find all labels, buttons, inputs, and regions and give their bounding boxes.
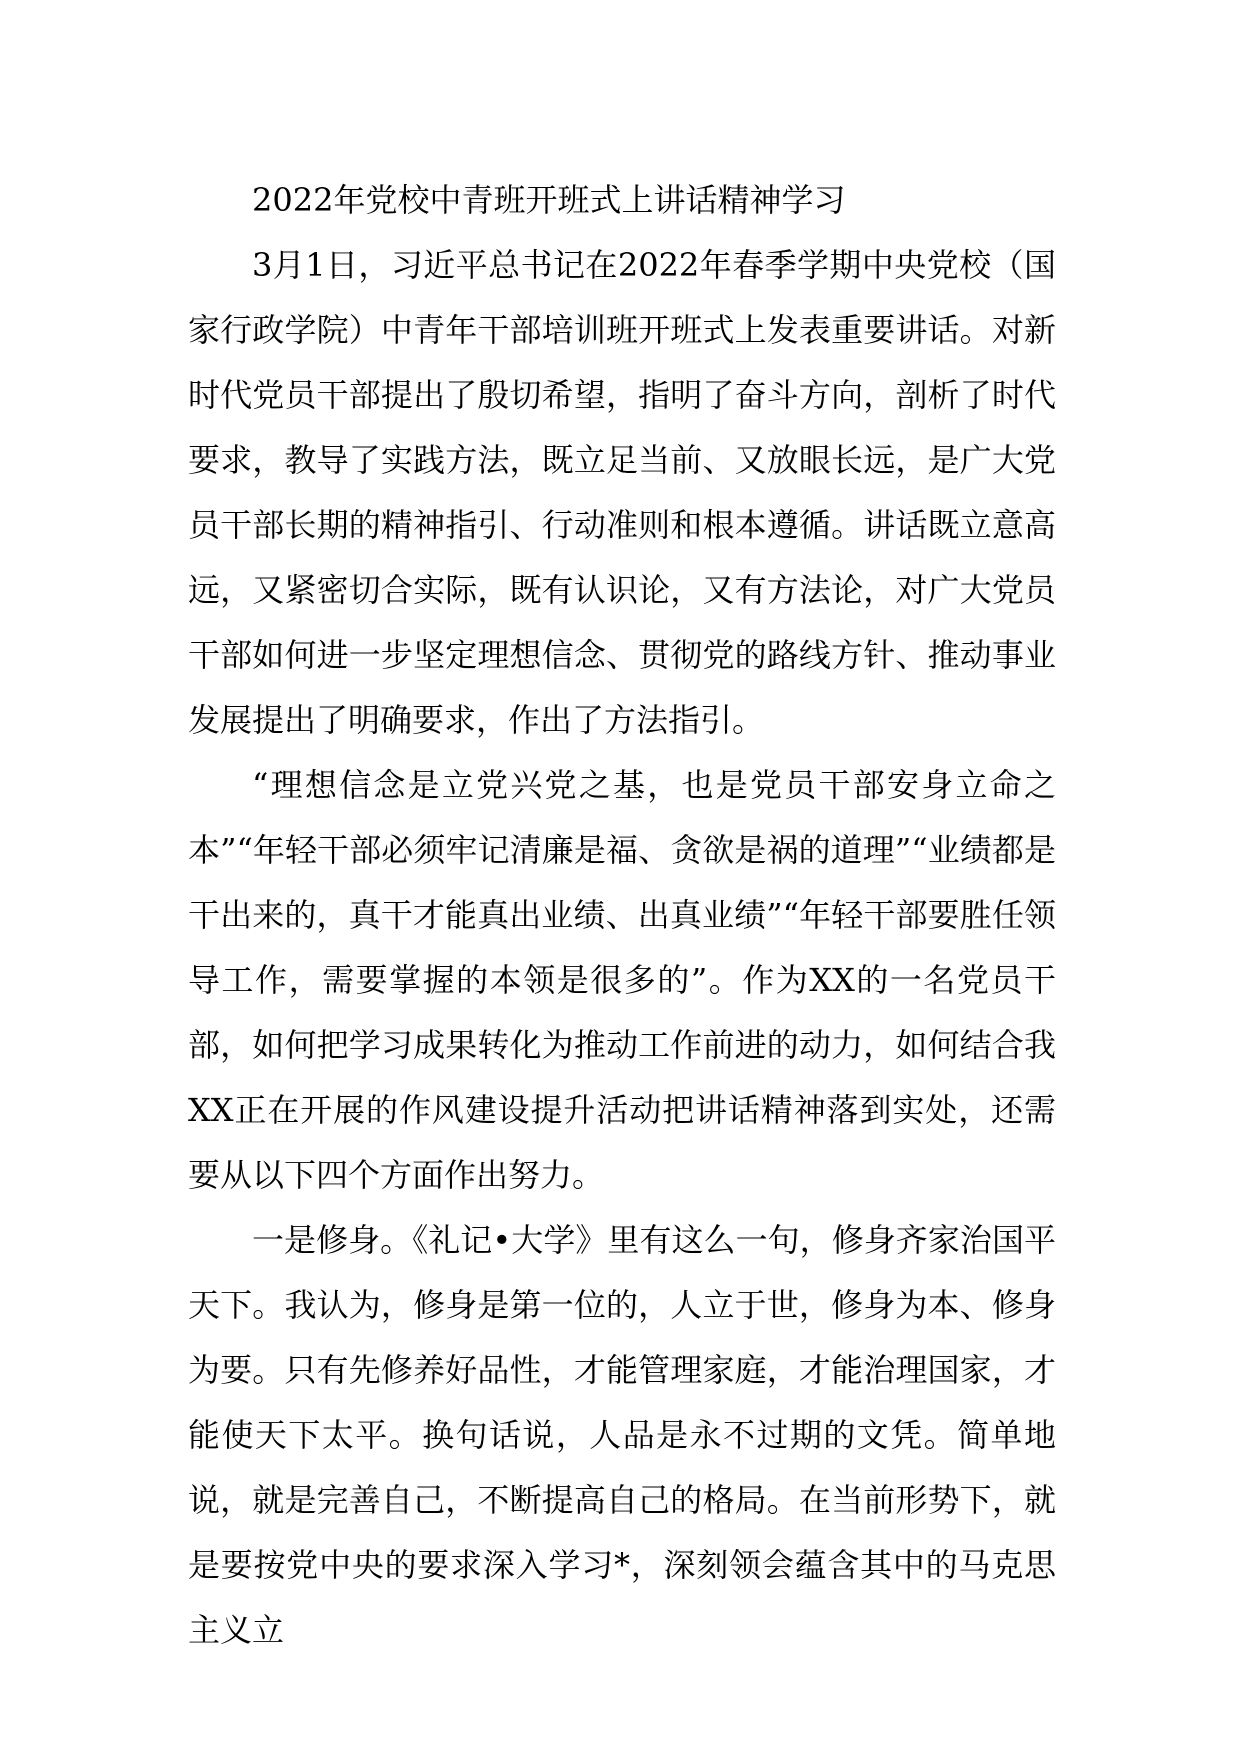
- document-body: [188, 168, 1056, 1663]
- paragraph-intro: 3月1日，习近平总书记在2022年春季学期中央党校（国家行政学院）中青年干部培训班开班式上发表重要讲话。对新时代党员干部提出了殷切希望，指明了奋斗方向，剖析了时代要求，教导了实践方法，既立足当前、又放眼长远，是广大党员干部长期的精神指引、行动准则和根本遵循。讲话既立意高远，又紧密切合实际，既有认识论，又有方法论，对广大党员干部如何进一步坚定理想信念、贯彻党的路线方针、推动事业发展提出了明确要求，作出了方法指引。: [188, 246, 1056, 739]
- paragraph-quotes: “理想信念是立党兴党之基，也是党员干部安身立命之本”“年轻干部必须牢记清廉是福、贪欲是祸的道理”“业绩都是干出来的，真干才能真出业绩、出真业绩”“年轻干部要胜任领导工作，需要掌握的本领是很多的”。作为XX的一名党员干部，如何把学习成果转化为推动工作前进的动力，如何结合我XX正在开展的作风建设提升活动把讲话精神落到实处，还需要从以下四个方面作出努力。: [188, 766, 1056, 1194]
- paragraph-self-cultivation: 一是修身。《礼记•大学》里有这么一句，修身齐家治国平天下。我认为，修身是第一位的，人立于世，修身为本、修身为要。只有先修养好品性，才能管理家庭，才能治理国家，才能使天下太平。换句话说，人品是永不过期的文凭。简单地说，就是完善自己，不断提高自己的格局。在当前形势下，就是要按党中央的要求深入学习*，深刻领会蕴含其中的马克思主义立: [188, 1221, 1056, 1649]
- document-title: 2022年党校中青班开班式上讲话精神学习: [252, 181, 846, 219]
